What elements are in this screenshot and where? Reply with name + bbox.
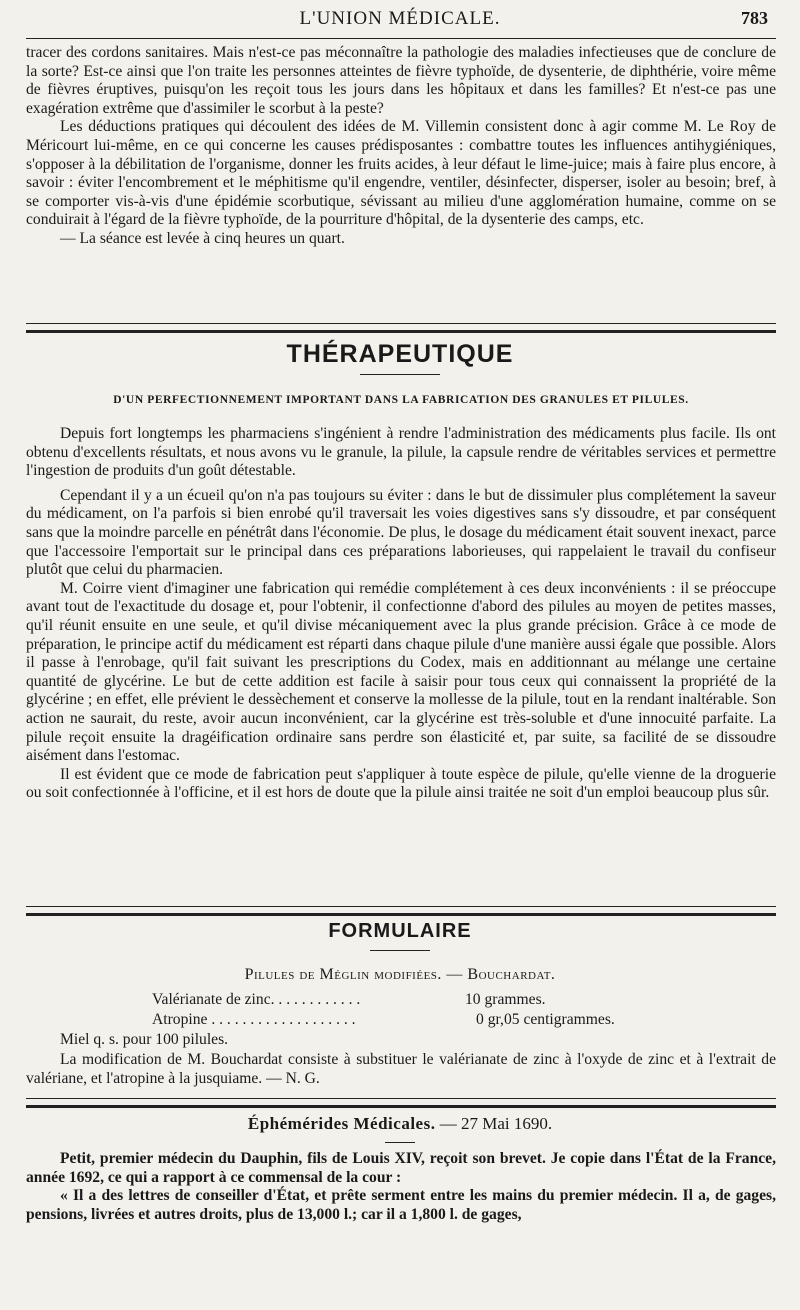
- formulaire-note: [26, 1051, 776, 1088]
- formula-title: Pilules de Méglin modifiées. — Bouchardat.: [244, 966, 556, 983]
- paragraph: Cependant il y a un écueil qu'on n'a pas toujours su éviter : dans le but de dissimuler plus complétement la saveur du médicament, on l'a parfois si bien enrobé qu'il traversait les voies digestives sans s'y dissoudre, et par conséquent sans que la moindre parcelle en pénétrât dans l'économie. De plus, le dosage du médicament était souvent inexact, parce que l'accessoire l'emportait sur le principal dans ces préparations laborieuses, qui rappelaient le travail du confiseur plutôt que celui du pharmacien.: [26, 486, 776, 579]
- paragraph: Depuis fort longtemps les pharmaciens s'ingénient à rendre l'administration des médicaments plus facile. Ils ont obtenu d'excellents résultats, et nous avons vu le granule, la pilule, la capsule rendre de véritables services et permettre l'ingestion de produits d'un goût détestable.: [26, 425, 776, 480]
- section-title-therapeutique: THÉRAPEUTIQUE: [286, 340, 514, 368]
- paragraph: — La séance est levée à cinq heures un quart.: [60, 229, 345, 247]
- paragraph: Il est évident que ce mode de fabrication peut s'appliquer à toute espèce de pilule, qu'elle vienne de la droguerie ou soit confectionnée à l'officine, et il est hors de doute que la pilule ainsi traitée ne soit d'un emploi beaucoup plus sûr.: [26, 765, 776, 802]
- page-number: 783: [741, 8, 768, 28]
- ephemerides-date: — 27 Mai 1690.: [439, 1114, 553, 1133]
- ephemerides-article: [26, 1150, 776, 1224]
- ingredient-amount: 10 grammes.: [465, 991, 546, 1008]
- section-divider: [26, 1098, 776, 1108]
- page-header: [0, 6, 800, 34]
- section-divider: [26, 906, 776, 916]
- article-subtitle: D'UN PERFECTIONNEMENT IMPORTANT DANS LA FABRICATION DES GRANULES ET PILULES.: [113, 394, 689, 406]
- title-underline: [360, 374, 440, 375]
- header-rule: [26, 38, 776, 39]
- section-title-formulaire: FORMULAIRE: [328, 920, 472, 942]
- ephemerides-heading: Éphémérides Médicales.: [247, 1114, 436, 1133]
- ingredient-name: Valérianate de zinc. . . . . . . . . . . .: [152, 991, 361, 1008]
- paragraph: M. Coirre vient d'imaginer une fabrication qui remédie complétement à ces deux inconvénients : il se préoccupe avant tout de l'exactitude du dosage et, pour l'obtenir, il confectionne d'abord des pilules au moyen de petites masses, qu'il réunit ensuite en une seule, et qu'il divise mécaniquement avec la plus grande précision. Grâce à ce mode de préparation, le principe actif du médicament est réparti dans chaque pilule d'une manière aussi égale que possible. Alors il passe à l'enrobage, qu'il fait suivant les prescriptions du Codex, mais en additionnant au mélange une certaine quantité de glycérine. Le but de cette addition est facile à saisir pour tous ceux qui connaissent la propriété de la glycérine ; en effet, elle prévient le dessèchement et conserve la mollesse de la pilule, tout en la rendant inaltérable. Son action ne saurait, du reste, avoir aucun inconvénient, car la glycérine est très-soluble et d'une innocuité parfaite. La pilule reçoit ensuite la dragéification ordinaire sans perdre son élasticité et, par suite, sa facilité de se dissoudre aisément dans l'estomac.: [26, 579, 776, 765]
- miel-line: Miel q. s. pour 100 pilules.: [60, 1031, 229, 1048]
- ingredient-amount: 0 gr,05 centigrammes.: [476, 1011, 615, 1028]
- running-title: L'UNION MÉDICALE.: [299, 8, 501, 29]
- title-underline: [385, 1142, 415, 1143]
- paragraph: tracer des cordons sanitaires. Mais n'est-ce pas méconnaître la pathologie des maladies infectieuses que de conclure de la sorte? Est-ce ainsi que l'on traite les personnes atteintes de fièvre typhoïde, de dysenterie, de diphthérie, voire même de fièvres éruptives, puisqu'on les reçoit tous les jours dans les hôpitaux et dans les familles? Et n'est-ce pas une exagération extrême que d'assimiler le scorbut à la peste?: [26, 44, 776, 117]
- quote-paragraph: « Il a des lettres de conseiller d'État, et prête serment entre les mains du premier médecin. Il a, de gages, pensions, livrées et autres droits, plus de 13,000 l.; car il a 1,800 l. de gages,: [26, 1187, 776, 1223]
- therapeutique-article: [26, 425, 776, 803]
- continuation-article: [26, 44, 776, 249]
- title-underline: [370, 950, 430, 951]
- ephemerides-title: [0, 1114, 800, 1134]
- paragraph: Les déductions pratiques qui découlent des idées de M. Villemin consistent donc à agir comme M. Le Roy de Méricourt lui-même, en ce qui concerne les causes prédisposantes : combattre toutes les influences antihygiéniques, s'opposer à la débilitation de l'organisme, donner les fruits acides, à leur défaut le lime-juice; mais à faire plus encore, à savoir : éviter l'encombrement et le méphitisme qu'il engendre, ventiler, désinfecter, disperser, isoler au besoin; bref, à se comporter vis-à-vis d'une épidémie scorbutique, sévissant au milieu d'une agglomération humaine, comme on se conduirait à l'égard de la fièvre typhoïde, de la pourriture d'hôpital, de la dysenterie des camps, etc.: [26, 118, 776, 229]
- section-divider: [26, 323, 776, 333]
- paragraph: La modification de M. Bouchardat consiste à substituer le valérianate de zinc à l'oxyde de zinc et à l'extrait de valériane, et l'atropine à la jusquiame. — N. G.: [26, 1051, 776, 1087]
- paragraph: Petit, premier médecin du Dauphin, fils de Louis XIV, reçoit son brevet. Je copie dans l'État de la France, année 1692, ce qui a rapport à ce commensal de la cour :: [26, 1150, 776, 1186]
- ingredient-name: Atropine . . . . . . . . . . . . . . . . . . .: [152, 1011, 356, 1028]
